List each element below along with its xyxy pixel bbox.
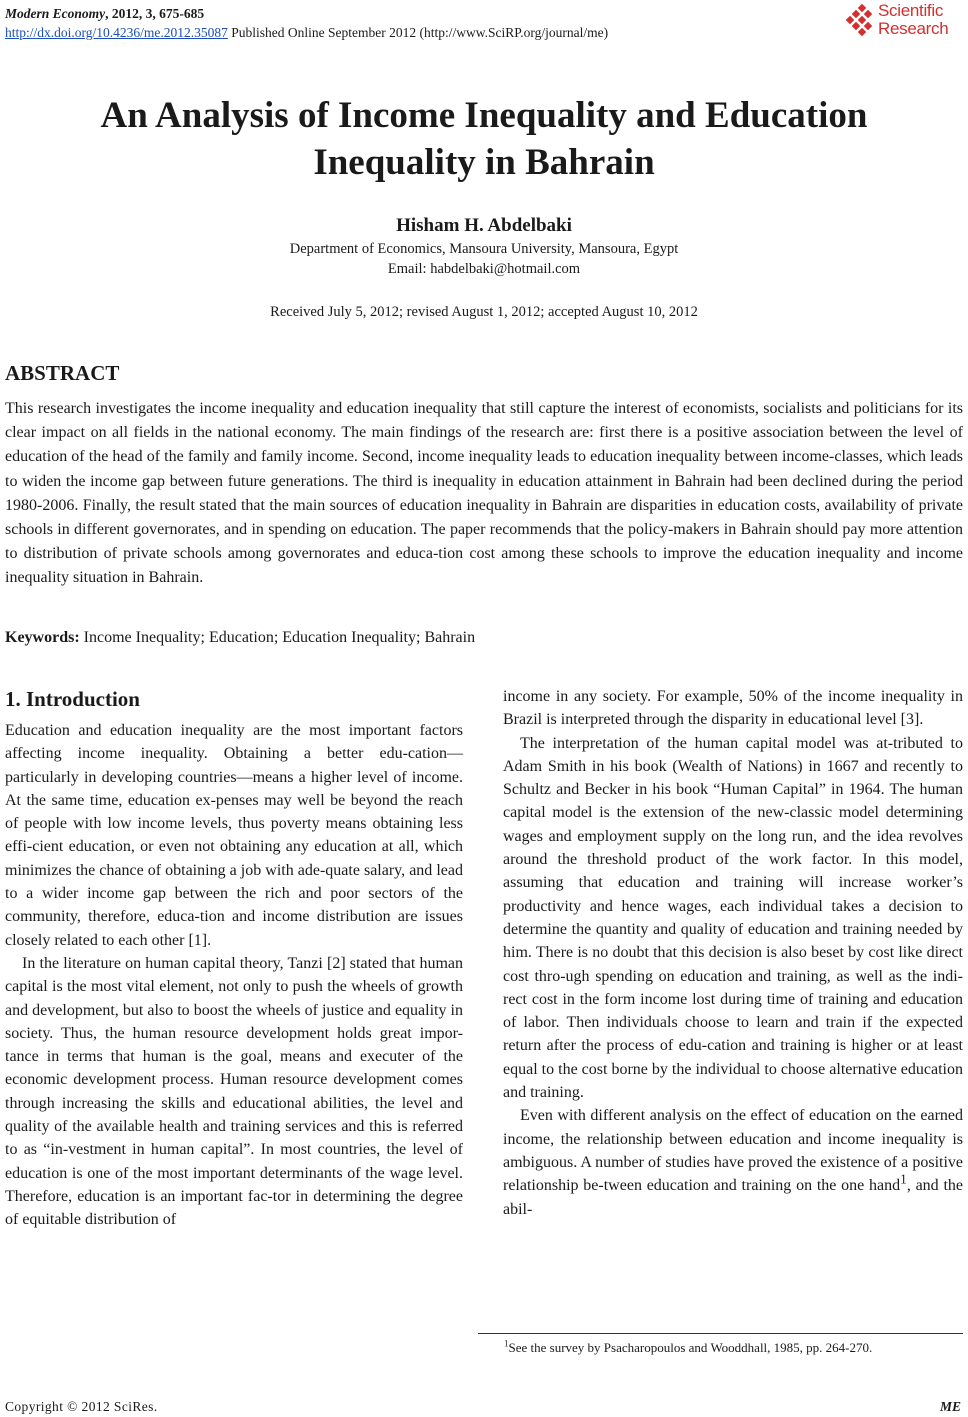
footnote-divider bbox=[478, 1333, 963, 1334]
doi-line bbox=[5, 23, 608, 42]
footnote-text: See the survey by Psacharopoulos and Wooddhall, 1985, pp. 264-270. bbox=[508, 1340, 873, 1355]
abstract-heading: ABSTRACT bbox=[5, 361, 120, 385]
journal-name: Modern Economy bbox=[5, 6, 106, 21]
left-column bbox=[5, 719, 463, 1232]
doi-link[interactable]: http://dx.doi.org/10.4236/me.2012.35087 bbox=[5, 25, 228, 40]
paragraph: In the literature on human capital theory, Tanzi [2] stated that human capital is the most vital element, not only to push the wheels of growth and development, but also to boost the wheels of justice and equality in society. Thus, the human resource development holds great impor-tance in terms that human is the goal, means and executer of the economic development process. Human resource development comes through increasing the skills and educational abilities, the level and quality of the available health and training services and this is referred to as “in-vestment in human capital”. In most countries, the level of education is one of the most important determinants of the wage level. Therefore, education is an important fac-tor in determining the degree of equitable distribution of bbox=[5, 954, 463, 1229]
paragraph-text: Even with different analysis on the effect of education on the earned income, the relationship between education and income inequality is ambiguous. A number of studies have proved the existence of a positive relationship be-tween education and training on the one hand bbox=[503, 1107, 963, 1195]
footnote-ref: 1 bbox=[900, 1171, 907, 1187]
paragraph-text-tail: , and the abil- bbox=[503, 1177, 963, 1218]
author-name: Hisham H. Abdelbaki bbox=[396, 215, 572, 236]
author-email: Email: habdelbaki@hotmail.com bbox=[387, 261, 581, 277]
journal-abbreviation: ME bbox=[939, 1399, 961, 1414]
paragraph bbox=[503, 1104, 963, 1220]
footnote bbox=[504, 1339, 872, 1357]
author-affiliation-block bbox=[0, 239, 968, 279]
title-line-1: An Analysis of Income Inequality and Education bbox=[100, 95, 868, 136]
paragraph: The interpretation of the human capital model was at-tributed to Adam Smith in his book (Wealth of Nations) in 1667 and recently to Schultz and Becker in his book “Human Capital” in 1964. The human capital model is the extension of the new-classic model determining wages and employment supply on the long run, and the idea revolves around the threshold product of the work factor. In this model, assuming that education and training will increase worker’s productivity and hence wages, each individual takes a decision to determine the quantity and quality of education and training needed by him. There is no doubt that this decision is also beset by cost like direct cost thro-ugh spending on education and training, as well as the indi-rect cost in the form income lost during time of training and education of labor. Then individuals choose to learn and train if the expected return after the process of edu-cation and training is higher or at least equal to the cost borne by the individual to choose alternative education and training. bbox=[503, 734, 963, 1102]
introduction-heading: 1. Introduction bbox=[5, 687, 140, 711]
footnote-number: 1 bbox=[504, 1338, 509, 1349]
affiliation: Department of Economics, Mansoura University, Mansoura, Egypt bbox=[289, 241, 679, 257]
received-dates: Received July 5, 2012; revised August 1, 2012; accepted August 10, 2012 bbox=[270, 304, 698, 320]
publisher-logo bbox=[846, 2, 964, 42]
paragraph: Education and education inequality are the most important factors affecting income inequality. Obtaining a better edu-cation—particularly in developing countries—means a higher level of income. At the same time, education ex-penses may well be beyond the reach of people with low income levels, thus poverty means obtaining less effi-cient education, or even not obtaining any education at all, which minimizes the chance of obtaining a job with ade-quate salary, and lead to a wider income gap between the rich and poor sectors of the community, therefore, educa-tion and income distribution are issues closely related to each other [1]. bbox=[5, 722, 463, 949]
paper-title bbox=[0, 92, 968, 186]
logo-line-2: Research bbox=[878, 19, 949, 38]
right-column bbox=[503, 685, 963, 1221]
keywords-text: Income Inequality; Education; Education Inequality; Bahrain bbox=[79, 629, 476, 646]
keywords-label: Keywords: bbox=[5, 629, 80, 646]
title-line-2: Inequality in Bahrain bbox=[313, 142, 655, 183]
copyright-footer: Copyright © 2012 SciRes. bbox=[5, 1399, 158, 1414]
logo-mark-icon bbox=[846, 4, 876, 40]
logo-line-1: Scientific bbox=[878, 1, 944, 20]
abstract-text: This research investigates the income inequality and education inequality that still capture the interest of economists, socialists and politicians for its clear impact on all fields in the national economy. The main findings of the research are: first there is a positive association between the level of education of the head of the family and family income. Second, income inequality leads to education inequality between income-classes, which leads to widen the income gap between future generations. The third is inequality in education attainment in Bahrain had been declined during the period 1980-2006. Finally, the result stated that the main sources of education inequality in Bahrain are disparities in education costs, availability of private schools in different governorates, and in spending on education. The paper recommends that the policy-makers in Bahrain should pay more attention to distribution of private schools among governorates and educa-tion cost among these schools to improve the education inequality and income inequality situation in Bahrain. bbox=[5, 400, 963, 587]
paragraph: income in any society. For example, 50% of the income inequality in Brazil is interpreted through the disparity in educational level [3]. bbox=[503, 688, 963, 729]
keywords-line bbox=[5, 627, 475, 649]
published-info: Published Online September 2012 (http://www.SciRP.org/journal/me) bbox=[227, 25, 609, 40]
journal-citation: , 2012, 3, 675-685 bbox=[105, 6, 205, 21]
journal-header bbox=[5, 4, 608, 42]
journal-citation-line bbox=[5, 4, 608, 23]
logo-wordmark bbox=[878, 2, 948, 38]
